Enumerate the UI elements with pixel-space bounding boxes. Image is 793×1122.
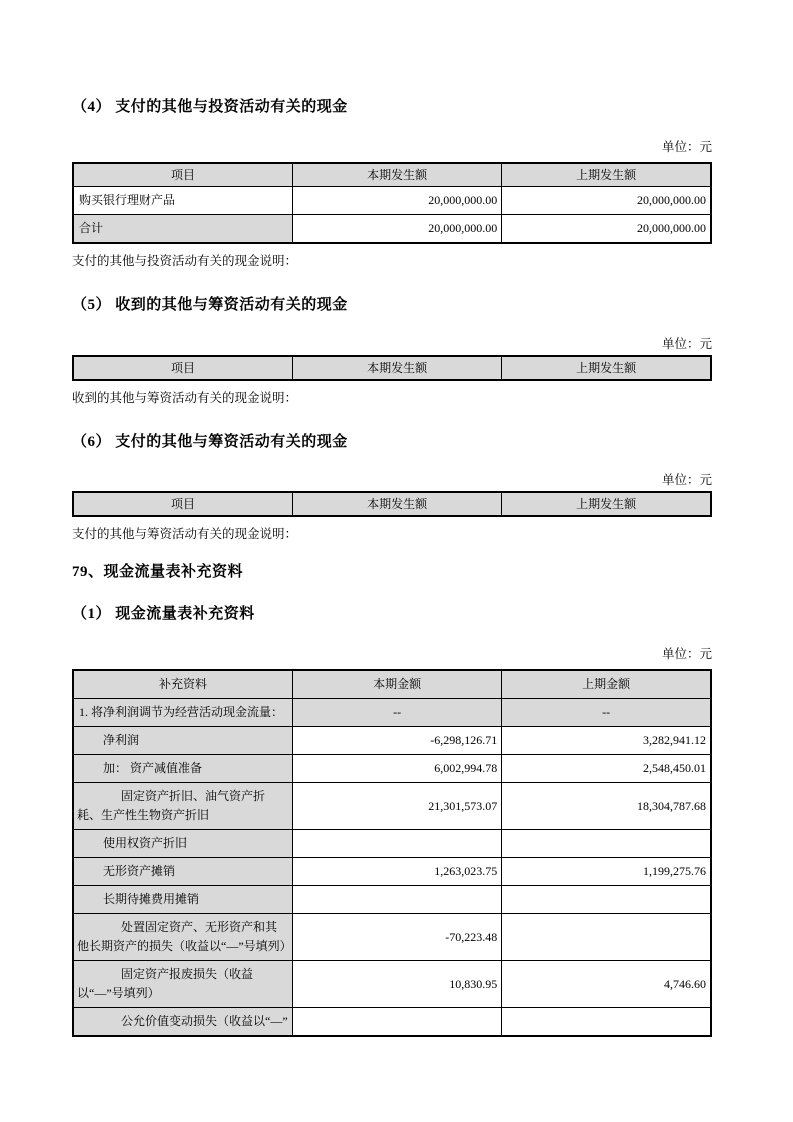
row-label-total: 合计 — [73, 215, 292, 244]
value-previous: 4,746.60 — [502, 961, 711, 1008]
value-previous: 20,000,000.00 — [502, 187, 711, 215]
column-header-prior-period: 上期发生额 — [502, 492, 711, 516]
column-header-current-period: 本期发生额 — [292, 356, 501, 380]
section-6-heading: （6） 支付的其他与筹资活动有关的现金 — [72, 434, 348, 450]
column-header-current-period: 本期发生额 — [292, 163, 501, 187]
value-previous: 1,199,275.76 — [502, 858, 711, 886]
column-header-prior-period: 上期发生额 — [502, 356, 711, 380]
unit-label-s6: 单位：元 — [661, 473, 712, 487]
value-previous — [502, 1008, 711, 1037]
table-row-net-profit — [73, 727, 711, 755]
value-current: -70,223.48 — [292, 914, 501, 961]
row-label: 购买银行理财产品 — [73, 187, 292, 215]
row-label: 固定资产报废损失（收益以“—”号填列） — [73, 961, 292, 1008]
row-label: 固定资产折旧、油气资产折耗、生产性生物资产折旧 — [73, 783, 292, 830]
table-row-reconcile-net-profit — [73, 699, 711, 727]
column-header-current-amount: 本期金额 — [292, 670, 501, 699]
unit-label-s79: 单位：元 — [661, 647, 712, 661]
row-label: 加： 资产减值准备 — [73, 755, 292, 783]
table-header-row — [73, 356, 711, 380]
section-79-heading: 79、现金流量表补充资料 — [72, 564, 244, 580]
value-previous: 18,304,787.68 — [502, 783, 711, 830]
table-row-depreciation — [73, 783, 711, 830]
value-previous — [502, 830, 711, 858]
table-row-total — [73, 215, 711, 244]
value-current — [292, 830, 501, 858]
unit-label-s5: 单位：元 — [661, 337, 712, 351]
value-previous: 3,282,941.12 — [502, 727, 711, 755]
value-current: 21,301,573.07 — [292, 783, 501, 830]
row-label: 公允价值变动损失（收益以“—” — [73, 1008, 292, 1037]
column-header-item: 项目 — [73, 356, 292, 380]
row-label: 1. 将净利润调节为经营活动现金流量： — [73, 699, 292, 727]
row-label: 长期待摊费用摊销 — [73, 886, 292, 914]
value-current — [292, 886, 501, 914]
section-79-1-heading: （1） 现金流量表补充资料 — [72, 606, 255, 622]
row-label: 使用权资产折旧 — [73, 830, 292, 858]
table-other-financing-cash-paid — [72, 491, 712, 517]
table-header-row — [73, 670, 711, 699]
value-current: 20,000,000.00 — [292, 187, 501, 215]
value-current: 20,000,000.00 — [292, 215, 501, 244]
column-header-prior-period: 上期发生额 — [502, 163, 711, 187]
column-header-item: 项目 — [73, 163, 292, 187]
row-label: 无形资产摊销 — [73, 858, 292, 886]
section-5-heading: （5） 收到的其他与筹资活动有关的现金 — [72, 297, 348, 313]
value-previous — [502, 886, 711, 914]
value-previous: 20,000,000.00 — [502, 215, 711, 244]
value-current: 10,830.95 — [292, 961, 501, 1008]
column-header-current-period: 本期发生额 — [292, 492, 501, 516]
row-label: 处置固定资产、无形资产和其他长期资产的损失（收益以“—”号填列） — [73, 914, 292, 961]
value-current: -6,298,126.71 — [292, 727, 501, 755]
section-5-note: 收到的其他与筹资活动有关的现金说明： — [72, 391, 298, 405]
value-previous: -- — [502, 699, 711, 727]
table-header-row — [73, 492, 711, 516]
value-current: 1,263,023.75 — [292, 858, 501, 886]
value-previous: 2,548,450.01 — [502, 755, 711, 783]
unit-label-s4: 单位：元 — [661, 140, 712, 154]
value-current: -- — [292, 699, 501, 727]
section-4-note: 支付的其他与投资活动有关的现金说明： — [72, 254, 298, 268]
value-current — [292, 1008, 501, 1037]
column-header-item: 项目 — [73, 492, 292, 516]
table-row-intangible-amortization — [73, 858, 711, 886]
table-other-investing-cash-paid — [72, 162, 712, 244]
table-other-financing-cash-received — [72, 355, 712, 381]
table-row-long-term-deferred-amortization — [73, 886, 711, 914]
table-row-fixed-asset-scrap-loss — [73, 961, 711, 1008]
value-previous — [502, 914, 711, 961]
table-row-fair-value-change-loss — [73, 1008, 711, 1037]
column-header-prior-amount: 上期金额 — [502, 670, 711, 699]
section-4-heading: （4） 支付的其他与投资活动有关的现金 — [72, 99, 348, 115]
row-label: 净利润 — [73, 727, 292, 755]
table-row-disposal-loss — [73, 914, 711, 961]
table-cash-flow-supplementary — [72, 669, 712, 1037]
table-row-right-of-use-depreciation — [73, 830, 711, 858]
table-row-asset-impairment — [73, 755, 711, 783]
table-header-row — [73, 163, 711, 187]
table-row — [73, 187, 711, 215]
column-header-supplementary-info: 补充资料 — [73, 670, 292, 699]
value-current: 6,002,994.78 — [292, 755, 501, 783]
section-6-note: 支付的其他与筹资活动有关的现金说明： — [72, 527, 298, 541]
